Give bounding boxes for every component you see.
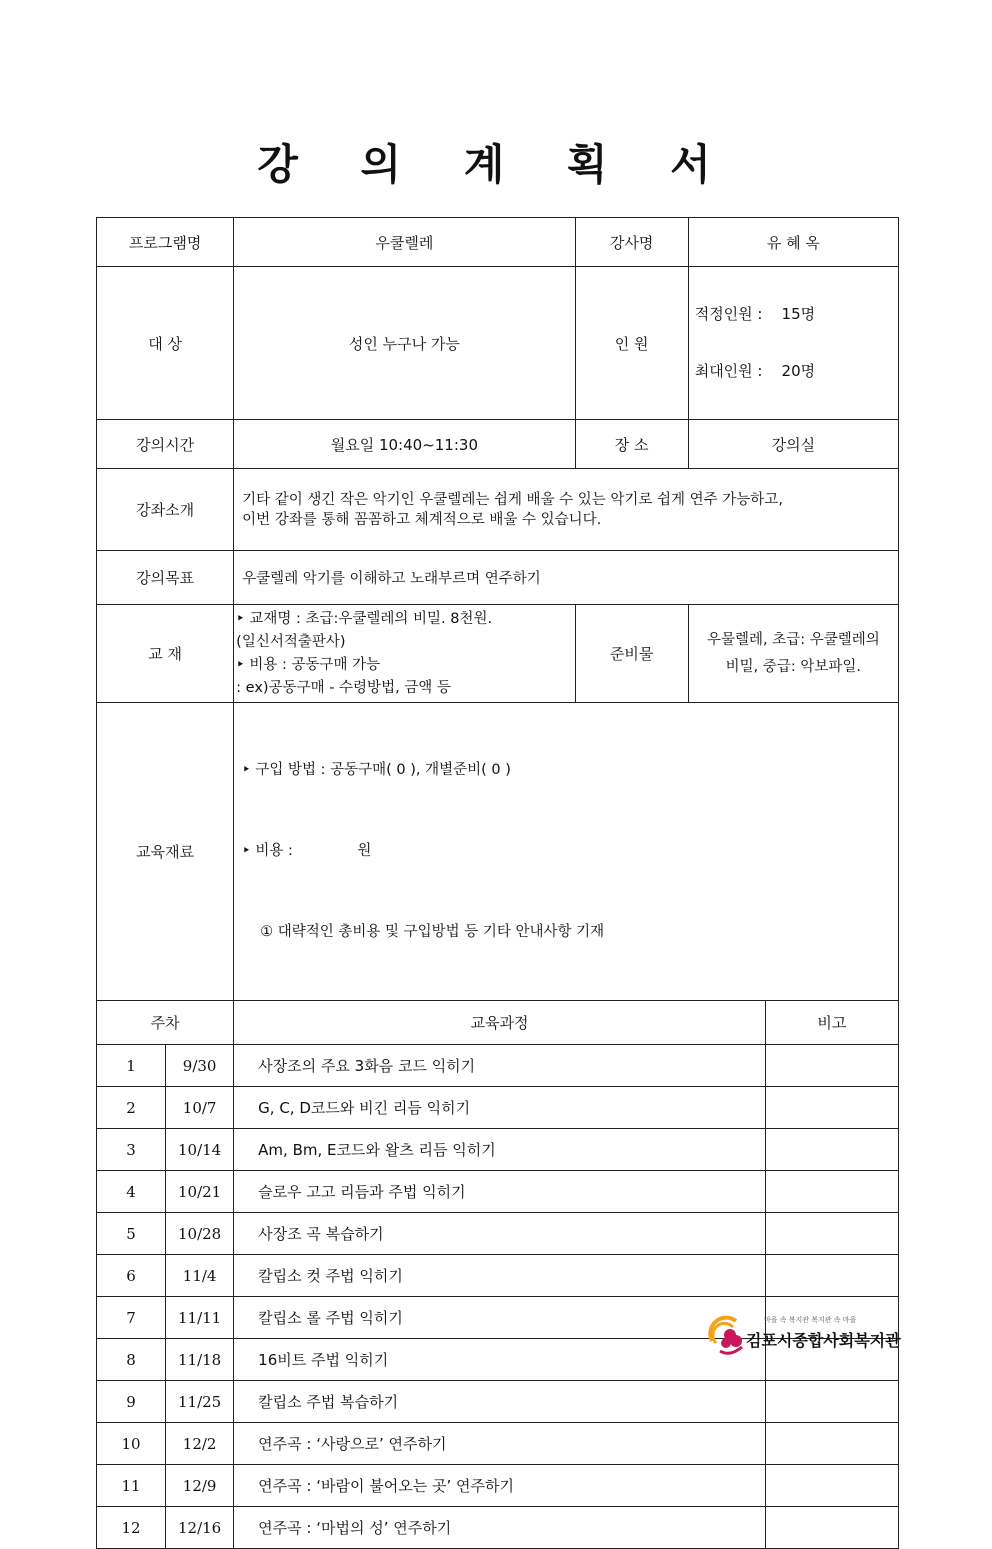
time-value: 월요일 10:40~11:30 [234, 420, 575, 469]
week-date: 11/4 [166, 1255, 234, 1297]
week-note [765, 1213, 898, 1255]
material-line-3: ① 대략적인 총비용 및 구입방법 등 기타 안내사항 기재 [260, 924, 605, 940]
week-date: 11/11 [166, 1297, 234, 1339]
textbook-line-1: ‣ 교재명 : 초급:우쿨렐레의 비밀. 8천원. [236, 610, 493, 627]
place-label: 장 소 [575, 420, 688, 469]
schedule-row [97, 1465, 899, 1507]
program-value: 우쿨렐레 [234, 218, 575, 267]
week-number: 7 [97, 1297, 166, 1339]
row-target [97, 267, 899, 420]
week-note [765, 1129, 898, 1171]
week-date: 10/21 [166, 1171, 234, 1213]
week-note [765, 1045, 898, 1087]
note-header: 비고 [765, 1001, 898, 1045]
week-content: 16비트 주법 익히기 [234, 1339, 766, 1381]
schedule-row [97, 1507, 899, 1549]
week-date: 10/7 [166, 1087, 234, 1129]
week-note [765, 1255, 898, 1297]
week-date: 10/14 [166, 1129, 234, 1171]
logo-icon [706, 1313, 750, 1357]
week-content: 사장조의 주요 3화음 코드 익히기 [234, 1045, 766, 1087]
logo-name: 김포시종합사회복지관 [746, 1331, 901, 1350]
logo-tagline: 마을 속 복지관 복지관 속 마을 [764, 1316, 857, 1324]
people-line-1: 적정인원 : 15명 [694, 305, 816, 323]
time-label: 강의시간 [97, 420, 234, 469]
week-number: 1 [97, 1045, 166, 1087]
week-note [765, 1507, 898, 1549]
week-content: 칼립소 롤 주법 익히기 [234, 1297, 766, 1339]
row-goal [97, 551, 899, 605]
week-number: 3 [97, 1129, 166, 1171]
intro-line-1: 기타 같이 생긴 작은 악기인 우쿨렐레는 쉽게 배울 수 있는 악기로 쉽게 연주 가능하고, [242, 491, 783, 508]
intro-line-2: 이번 강좌를 통해 꼼꼼하고 체계적으로 배울 수 있습니다. [242, 511, 602, 528]
prep-line-1: 우물렐레, 초급: 우쿨렐레의 [706, 631, 880, 648]
people-value [688, 267, 898, 420]
row-material [97, 703, 899, 1001]
week-note [765, 1087, 898, 1129]
course-header: 교육과정 [234, 1001, 766, 1045]
week-content: 연주곡 : ‘바람이 불어오는 곳’ 연주하기 [234, 1465, 766, 1507]
people-label: 인 원 [575, 267, 688, 420]
goal-label: 강의목표 [97, 551, 234, 605]
schedule-row [97, 1213, 899, 1255]
week-date: 10/28 [166, 1213, 234, 1255]
week-content: 칼립소 컷 주법 익히기 [234, 1255, 766, 1297]
schedule-row [97, 1087, 899, 1129]
material-value [234, 703, 899, 1001]
schedule-row [97, 1129, 899, 1171]
week-date: 11/25 [166, 1381, 234, 1423]
week-content: 연주곡 : ‘사랑으로’ 연주하기 [234, 1423, 766, 1465]
intro-label: 강좌소개 [97, 469, 234, 551]
week-note [765, 1423, 898, 1465]
intro-value [234, 469, 899, 551]
teacher-label: 강사명 [575, 218, 688, 267]
week-header: 주차 [97, 1001, 234, 1045]
textbook-line-3: ‣ 비용 : 공동구매 가능 [236, 656, 381, 673]
textbook-line-2: (일신서적출판사) [236, 633, 346, 650]
week-date: 9/30 [166, 1045, 234, 1087]
row-time [97, 420, 899, 469]
prep-line-2: 비밀, 중급: 악보파일. [725, 658, 862, 675]
schedule-row [97, 1381, 899, 1423]
schedule-row [97, 1045, 899, 1087]
target-value: 성인 누구나 가능 [234, 267, 575, 420]
place-value: 강의실 [688, 420, 898, 469]
week-content: 칼립소 주법 복습하기 [234, 1381, 766, 1423]
material-label: 교육재료 [97, 703, 234, 1001]
logo [706, 1311, 906, 1361]
goal-value: 우쿨렐레 악기를 이해하고 노래부르며 연주하기 [234, 551, 899, 605]
row-intro [97, 469, 899, 551]
week-date: 12/16 [166, 1507, 234, 1549]
week-date: 12/2 [166, 1423, 234, 1465]
textbook-value [234, 605, 575, 703]
schedule-row [97, 1171, 899, 1213]
schedule-row [97, 1423, 899, 1465]
week-content: 연주곡 : ‘마법의 성’ 연주하기 [234, 1507, 766, 1549]
week-content: Am, Bm, E코드와 왈츠 리듬 익히기 [234, 1129, 766, 1171]
week-number: 4 [97, 1171, 166, 1213]
week-content: G, C, D코드와 비긴 리듬 익히기 [234, 1087, 766, 1129]
prep-label: 준비물 [575, 605, 688, 703]
week-date: 12/9 [166, 1465, 234, 1507]
week-number: 9 [97, 1381, 166, 1423]
textbook-label: 교 재 [97, 605, 234, 703]
week-note [765, 1465, 898, 1507]
target-label: 대 상 [97, 267, 234, 420]
schedule-row [97, 1255, 899, 1297]
teacher-value: 유 혜 옥 [688, 218, 898, 267]
program-label: 프로그램명 [97, 218, 234, 267]
document-title: 강 의 계 획 서 [257, 140, 735, 189]
week-number: 8 [97, 1339, 166, 1381]
week-number: 10 [97, 1423, 166, 1465]
week-content: 사장조 곡 복습하기 [234, 1213, 766, 1255]
week-number: 12 [97, 1507, 166, 1549]
prep-value [688, 605, 898, 703]
people-line-2: 최대인원 : 20명 [694, 362, 816, 380]
week-note [765, 1381, 898, 1423]
row-textbook [97, 605, 899, 703]
week-note [765, 1171, 898, 1213]
row-program [97, 218, 899, 267]
textbook-line-4: : ex)공동구매 - 수령방법, 금액 등 [236, 679, 451, 696]
week-number: 5 [97, 1213, 166, 1255]
schedule-header-row [97, 1001, 899, 1045]
week-number: 2 [97, 1087, 166, 1129]
week-content: 슬로우 고고 리듬과 주법 익히기 [234, 1171, 766, 1213]
week-number: 11 [97, 1465, 166, 1507]
week-date: 11/18 [166, 1339, 234, 1381]
material-line-1: ‣ 구입 방법 : 공동구매( 0 ), 개별준비( 0 ) [242, 762, 511, 778]
material-line-2: ‣ 비용 : 원 [242, 843, 372, 859]
week-number: 6 [97, 1255, 166, 1297]
schedule-body [97, 1045, 899, 1549]
